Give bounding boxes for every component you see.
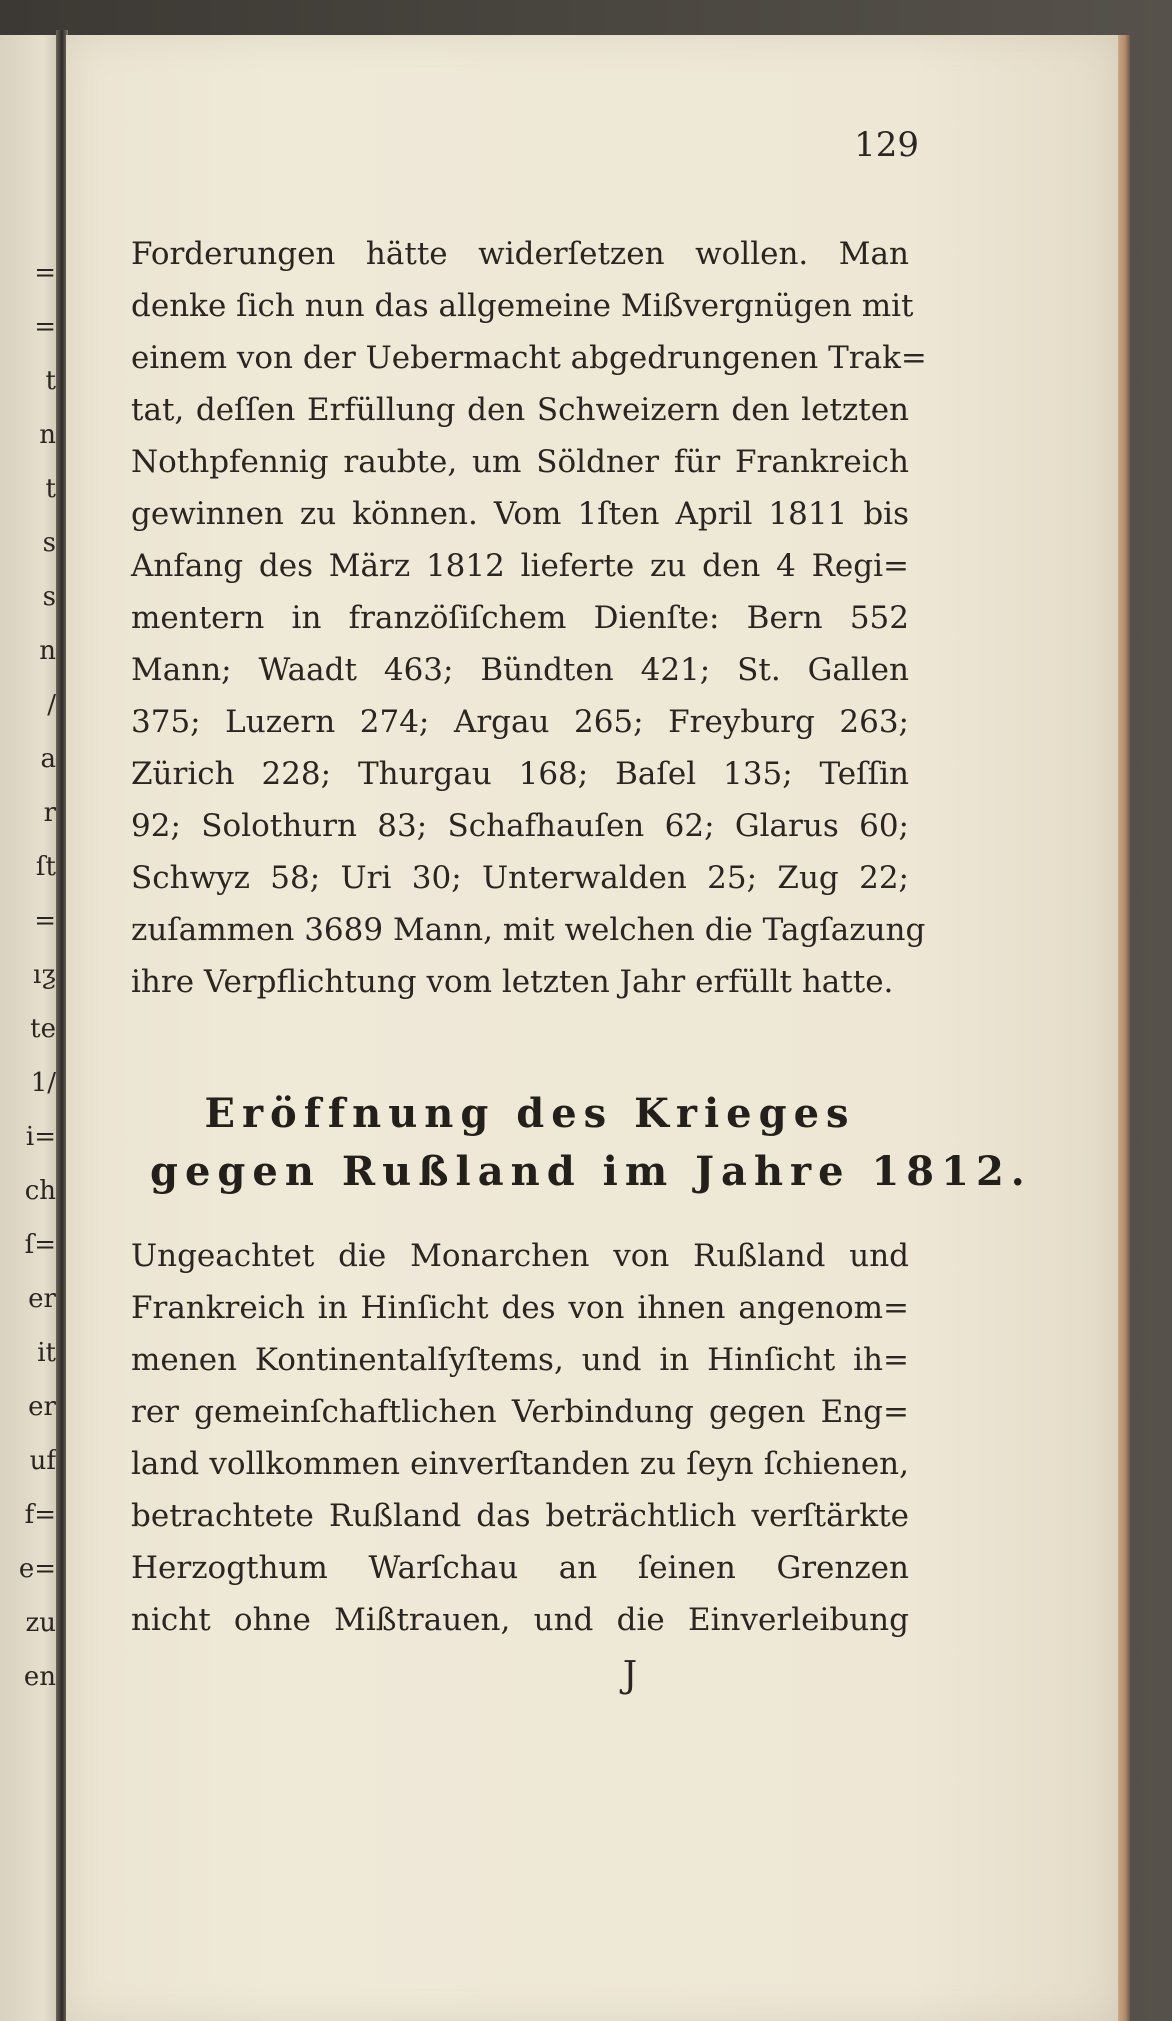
text-line: menen Kontinentalſyſtems, und in Hinſicht ih= — [131, 1342, 909, 1378]
text-line: land vollkommen einverſtanden zu ſeyn ſchienen, — [131, 1446, 909, 1482]
left-page-fragment: n — [39, 420, 56, 450]
left-page-fragment: ıƺ — [33, 960, 56, 990]
text-line: Schwyz 58; Uri 30; Unterwalden 25; Zug 22; — [131, 860, 909, 896]
text-line: tat, deſſen Erfüllung den Schweizern den letzten — [131, 392, 909, 428]
text-line: denke ſich nun das allgemeine Mißvergnügen mit — [131, 288, 914, 324]
left-page-fragment: / — [47, 690, 56, 720]
left-page-fragment: = — [34, 258, 56, 288]
left-page-fragment: n — [39, 636, 56, 666]
text-line: Forderungen hätte widerſetzen wollen. Man — [131, 236, 909, 272]
left-page-fragment: s — [42, 582, 56, 612]
left-page-fragment: i= — [25, 1122, 56, 1152]
heading-line: gegen Rußland im Jahre 1812. — [150, 1148, 1032, 1195]
left-page-fragment: t — [45, 474, 56, 504]
left-page-fragment: uf — [29, 1446, 56, 1476]
text-line: zuſammen 3689 Mann, mit welchen die Tagſazung — [131, 912, 926, 948]
text-line: 92; Solothurn 83; Schafhauſen 62; Glarus 60; — [131, 808, 909, 844]
text-line: Zürich 228; Thurgau 168; Baſel 135; Teſſin — [131, 756, 909, 792]
left-page-fragment: = — [34, 906, 56, 936]
left-page-fragment: 1/ — [30, 1068, 56, 1098]
text-line: nicht ohne Mißtrauen, und die Einverleibung — [131, 1602, 909, 1638]
text-line: gewinnen zu können. Vom 1ſten April 1811 bis — [131, 496, 909, 532]
page-number: 129 — [854, 125, 919, 165]
text-line: mentern in franzöſiſchem Dienſte: Bern 552 — [131, 600, 909, 636]
left-page-fragment: r — [43, 798, 56, 828]
left-page-fragment: zu — [25, 1608, 56, 1638]
left-page-fragment: te — [30, 1014, 56, 1044]
left-page-fragment: ſ= — [24, 1230, 56, 1260]
text-line: rer gemeinſchaftlichen Verbindung gegen Eng= — [131, 1394, 909, 1430]
heading-line: Eröffnung des Krieges — [204, 1090, 856, 1137]
left-page-edge — [0, 35, 62, 2021]
text-line: Anfang des März 1812 lieferte zu den 4 Regi= — [131, 548, 909, 584]
left-page-fragment: it — [37, 1338, 56, 1368]
paragraph-1 — [131, 228, 927, 1008]
text-line: Frankreich in Hinſicht des von ihnen angenom= — [131, 1290, 909, 1326]
text-line: ihre Verpflichtung vom letzten Jahr erfüllt hatte. — [131, 964, 894, 1000]
left-page-fragment: ſt — [35, 852, 56, 882]
left-page-fragment: a — [40, 744, 56, 774]
text-line: einem von der Uebermacht abgedrungenen Trak= — [131, 340, 927, 376]
page-edge — [1118, 35, 1130, 2021]
left-page-fragment: er — [28, 1284, 56, 1314]
signature-mark: J — [622, 1655, 638, 1696]
left-page-fragment: en — [23, 1662, 56, 1692]
text-line: 375; Luzern 274; Argau 265; Freyburg 263; — [131, 704, 909, 740]
text-line: Ungeachtet die Monarchen von Rußland und — [131, 1238, 909, 1274]
left-page-fragment: s — [42, 528, 56, 558]
text-line: betrachtete Rußland das beträchtlich verſtärkte — [131, 1498, 909, 1534]
paragraph-2 — [131, 1230, 909, 1646]
text-line: Mann; Waadt 463; Bündten 421; St. Gallen — [131, 652, 909, 688]
left-page-fragment: f= — [24, 1500, 56, 1530]
chapter-heading — [150, 1085, 1032, 1201]
text-line: Nothpfennig raubte, um Söldner für Frankreich — [131, 444, 909, 480]
left-page-fragment: = — [34, 312, 56, 342]
text-line: Herzogthum Warſchau an ſeinen Grenzen — [131, 1550, 909, 1586]
left-page-fragment: er — [28, 1392, 56, 1422]
left-page-fragment: e= — [18, 1554, 56, 1584]
left-page-fragment: ch — [24, 1176, 56, 1206]
left-page-fragment: t — [45, 366, 56, 396]
